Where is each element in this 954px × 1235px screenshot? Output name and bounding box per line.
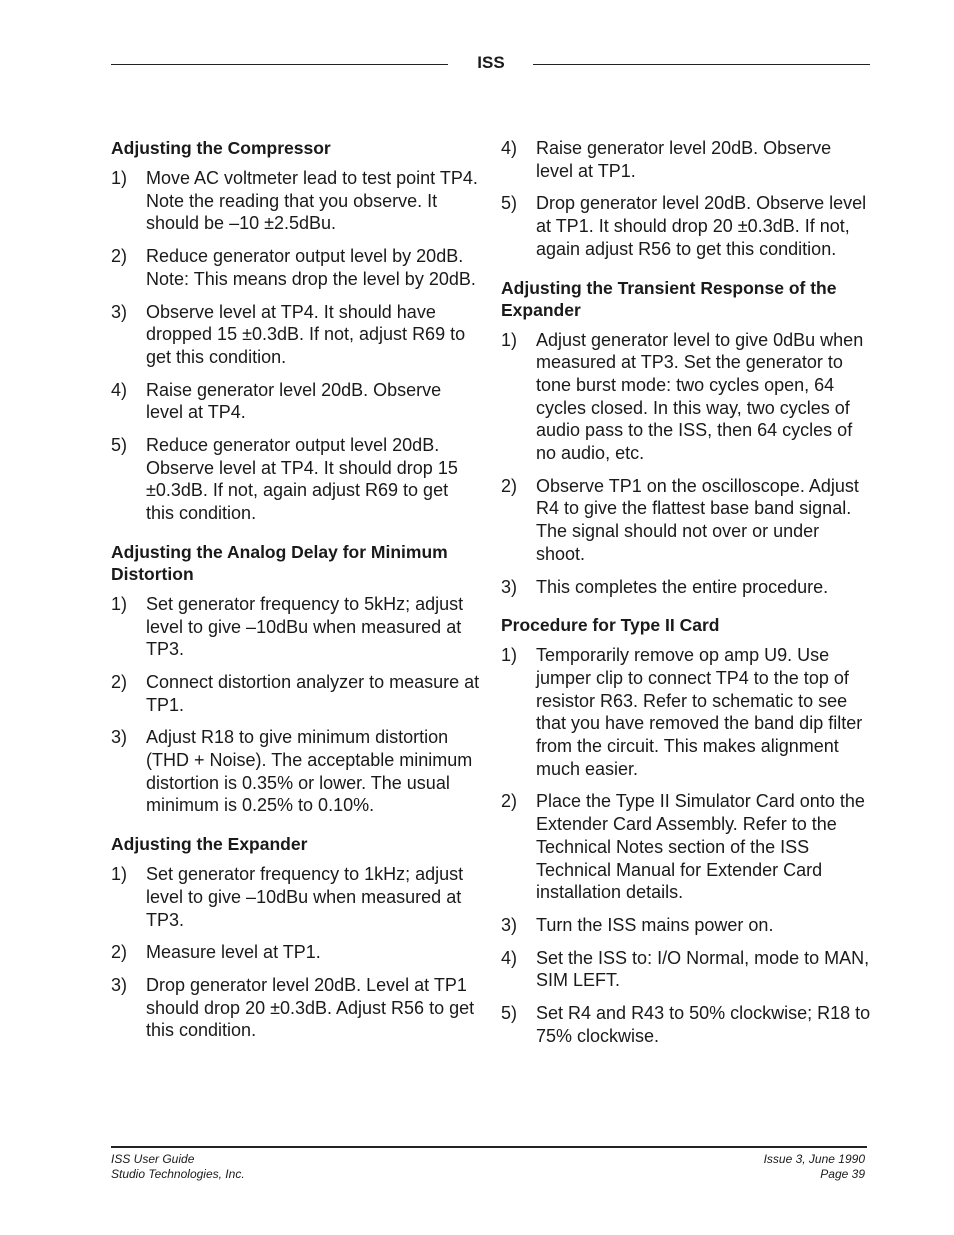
step-text: Measure level at TP1. — [146, 942, 321, 963]
list-item — [111, 245, 481, 290]
list-item — [111, 671, 481, 716]
header-rule-right — [533, 64, 870, 65]
list-item — [501, 192, 871, 260]
list-item — [501, 947, 871, 992]
footer-rule — [111, 1146, 867, 1148]
step-number: 4) — [501, 947, 518, 968]
step-number: 3) — [501, 576, 518, 597]
list-item — [501, 137, 871, 182]
step-number: 2) — [111, 246, 128, 267]
step-text: Reduce generator output level by 20dB. Note: This means drop the level by 20dB. — [146, 246, 476, 289]
list-item — [111, 726, 481, 817]
footer-issue: Issue 3, June 1990 — [763, 1152, 865, 1166]
step-text: Connect distortion analyzer to measure at TP1. — [146, 671, 480, 715]
step-text: Adjust generator level to give 0dBu when measured at TP3. Set the generator to tone burst mode: two cycles open, 64 cycles closed. In this way, two cycles of audio pass to the ISS, then 64 cycles of no audio, etc. — [536, 329, 864, 464]
step-text: Adjust R18 to give minimum distortion (THD + Noise). The acceptable minimum distortion is 0.35% or lower. The usual minimum is 0.25% to 0.10%. — [146, 727, 473, 816]
step-text: Turn the ISS mains power on. — [536, 914, 774, 935]
section-analog-delay — [111, 541, 481, 817]
list-item — [111, 167, 481, 235]
step-text: Raise generator level 20dB. Observe level at TP4. — [146, 379, 442, 423]
step-number: 1) — [501, 645, 518, 666]
step-number: 2) — [501, 791, 518, 812]
step-number: 1) — [111, 593, 128, 614]
step-text: Temporarily remove op amp U9. Use jumper clip to connect TP4 to the top of resistor R63. Refer to schematic to see that you have removed the band dip filter from the circuit. This makes alignment much easier. — [536, 645, 863, 779]
section-expander-continued — [501, 137, 871, 261]
section-heading: Adjusting the Analog Delay for Minimum Distortion — [111, 541, 448, 584]
step-text: Observe TP1 on the oscilloscope. Adjust R4 to give the flattest base band signal. The signal should not over or under shoot. — [536, 475, 859, 564]
list-item — [111, 301, 481, 369]
step-text: Drop generator level 20dB. Level at TP1 should drop 20 ±0.3dB. Adjust R56 to get this condition. — [146, 974, 475, 1041]
list-item — [501, 644, 871, 780]
step-text: This completes the entire procedure. — [536, 576, 829, 597]
step-text: Observe level at TP4. It should have dropped 15 ±0.3dB. If not, adjust R69 to get this condition. — [146, 301, 466, 367]
step-number: 1) — [111, 864, 128, 885]
footer-left — [111, 1152, 245, 1182]
section-expander — [111, 833, 481, 1042]
footer-page-number: Page 39 — [820, 1167, 865, 1181]
list-item — [501, 790, 871, 904]
step-number: 5) — [501, 193, 518, 214]
step-text: Raise generator level 20dB. Observe level at TP1. — [536, 138, 832, 181]
step-number: 3) — [501, 914, 518, 935]
list-item — [501, 576, 871, 599]
step-text: Set generator frequency to 1kHz; adjust level to give –10dBu when measured at TP3. — [146, 864, 464, 930]
footer-right — [764, 1152, 865, 1182]
step-number: 2) — [111, 942, 128, 963]
page-header-title: ISS — [477, 53, 505, 72]
list-item — [111, 379, 481, 424]
step-text: Set the ISS to: I/O Normal, mode to MAN, SIM LEFT. — [536, 947, 870, 991]
section-compressor — [111, 137, 481, 525]
step-number: 5) — [501, 1003, 518, 1024]
step-number: 3) — [111, 301, 128, 322]
list-item — [111, 863, 481, 931]
step-number: 1) — [501, 329, 518, 350]
footer-doc-title: ISS User Guide — [111, 1152, 195, 1166]
step-number: 4) — [111, 379, 128, 400]
list-item — [111, 974, 481, 1042]
section-heading: Adjusting the Expander — [111, 834, 308, 855]
step-text: Set R4 and R43 to 50% clockwise; R18 to 75% clockwise. — [536, 1003, 871, 1046]
step-number: 3) — [111, 974, 128, 995]
left-column — [111, 137, 481, 1058]
section-heading: Adjusting the Transient Response of the Expander — [501, 277, 837, 320]
step-number: 5) — [111, 435, 128, 456]
step-text: Move AC voltmeter lead to test point TP4. Note the reading that you observe. It should be –10 ±2.5dBu. — [146, 168, 478, 234]
section-transient-response — [501, 277, 871, 599]
step-text: Reduce generator output level 20dB. Observe level at TP4. It should drop 15 ±0.3dB. If not, again adjust R69 to get this condition. — [146, 435, 458, 524]
step-number: 2) — [501, 475, 518, 496]
list-item — [501, 914, 871, 937]
step-text: Set generator frequency to 5kHz; adjust level to give –10dBu when measured at TP3. — [146, 593, 464, 660]
list-item — [111, 941, 481, 964]
step-number: 3) — [111, 727, 128, 748]
step-text: Drop generator level 20dB. Observe level at TP1. It should drop 20 ±0.3dB. If not, again adjust R56 to get this condition. — [536, 193, 867, 259]
footer-company: Studio Technologies, Inc. — [111, 1167, 245, 1181]
right-column — [501, 137, 871, 1064]
step-number: 2) — [111, 671, 128, 692]
list-item — [501, 475, 871, 566]
list-item — [111, 434, 481, 525]
list-item — [501, 1002, 871, 1047]
list-item — [501, 329, 871, 465]
section-type-ii-card — [501, 614, 871, 1047]
step-number: 4) — [501, 138, 518, 158]
list-item — [111, 593, 481, 661]
section-heading: Procedure for Type II Card — [501, 615, 720, 636]
step-text: Place the Type II Simulator Card onto the Extender Card Assembly. Refer to the Technical Notes section of the ISS Technical Manual for Extender Card installation details. — [536, 791, 865, 903]
step-number: 1) — [111, 168, 128, 188]
section-heading: Adjusting the Compressor — [111, 138, 331, 158]
